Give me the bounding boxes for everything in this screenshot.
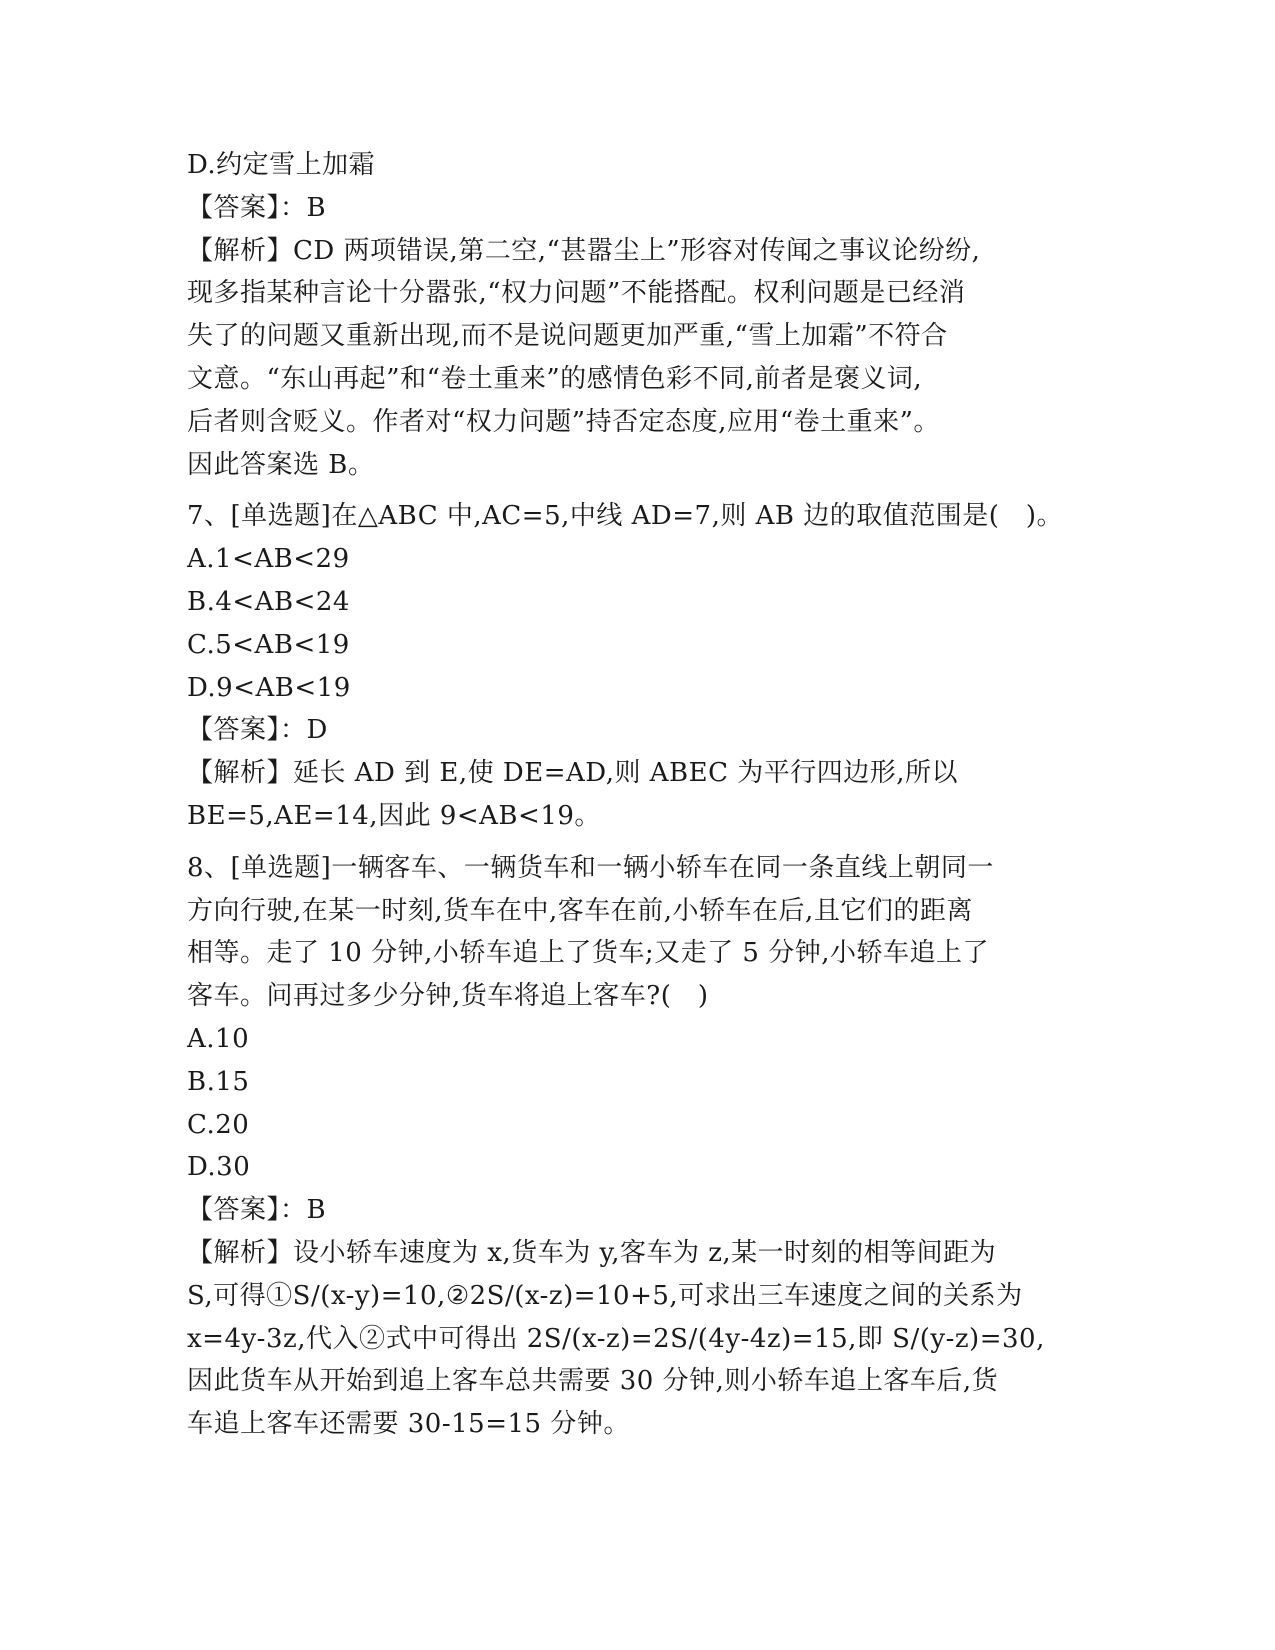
analysis-line: 【解析】CD 两项错误,第二空,“甚嚣尘上”形容对传闻之事议论纷纷, [187, 235, 981, 266]
option-c: C.20 [187, 1109, 250, 1140]
question-stem: 8、[单选题]一辆客车、一辆货车和一辆小轿车在同一条直线上朝同一 [187, 852, 994, 883]
analysis-line: 失了的问题又重新出现,而不是说问题更加严重,“雪上加霜”不符合 [187, 321, 948, 352]
question-stem: 相等。走了 10 分钟,小轿车追上了货车;又走了 5 分钟,小轿车追上了 [187, 938, 989, 969]
question-6-tail [187, 144, 1087, 486]
option-a: A.1<AB<29 [187, 544, 350, 575]
analysis-line: S,可得①S/(x-y)=10,②2S/(x-z)=10+5,可求出三车速度之间的关系为 [187, 1280, 1023, 1311]
option-d: D.约定雪上加霜 [187, 150, 376, 180]
analysis-line: BE=5,AE=14,因此 9<AB<19。 [187, 800, 601, 831]
question-stem: 7、[单选题]在△ABC 中,AC=5,中线 AD=7,则 AB 边的取值范围是( )。 [187, 501, 1064, 532]
option-a: A.10 [187, 1023, 250, 1054]
option-d: D.9<AB<19 [187, 672, 351, 703]
question-7 [187, 495, 1087, 837]
answer-line: 【答案】：D [187, 715, 328, 746]
analysis-line: 【解析】设小轿车速度为 x,货车为 y,客车为 z,某一时刻的相等间距为 [187, 1237, 997, 1268]
option-c: C.5<AB<19 [187, 629, 350, 660]
question-8 [187, 847, 1087, 1446]
question-stem: 方向行驶,在某一时刻,货车在中,客车在前,小轿车在后,且它们的距离 [187, 895, 973, 926]
analysis-line: 后者则含贬义。作者对“权力问题”持否定态度,应用“卷土重来”。 [187, 406, 940, 437]
question-stem: 客车。问再过多少分钟,货车将追上客车?( ) [187, 981, 709, 1012]
analysis-line: 【解析】延长 AD 到 E,使 DE=AD,则 ABEC 为平行四边形,所以 [187, 758, 959, 789]
analysis-line: 因此货车从开始到追上客车总共需要 30 分钟,则小轿车追上客车后,货 [187, 1366, 999, 1397]
analysis-line: x=4y-3z,代入②式中可得出 2S/(x-z)=2S/(4y-4z)=15,即 S/(y-z)=30, [187, 1323, 1045, 1354]
analysis-line: 因此答案选 B。 [187, 449, 375, 480]
analysis-line: 现多指某种言论十分嚣张,“权力问题”不能搭配。权利问题是已经消 [187, 278, 966, 309]
analysis-line: 文意。“东山再起”和“卷土重来”的感情色彩不同,前者是褒义词, [187, 363, 923, 394]
answer-line: 【答案】：B [187, 192, 327, 223]
analysis-line: 车追上客车还需要 30-15=15 分钟。 [187, 1409, 630, 1440]
option-d: D.30 [187, 1152, 251, 1183]
option-b: B.4<AB<24 [187, 586, 350, 617]
document-body [187, 144, 1087, 1446]
answer-line: 【答案】：B [187, 1195, 327, 1226]
option-b: B.15 [187, 1066, 250, 1097]
